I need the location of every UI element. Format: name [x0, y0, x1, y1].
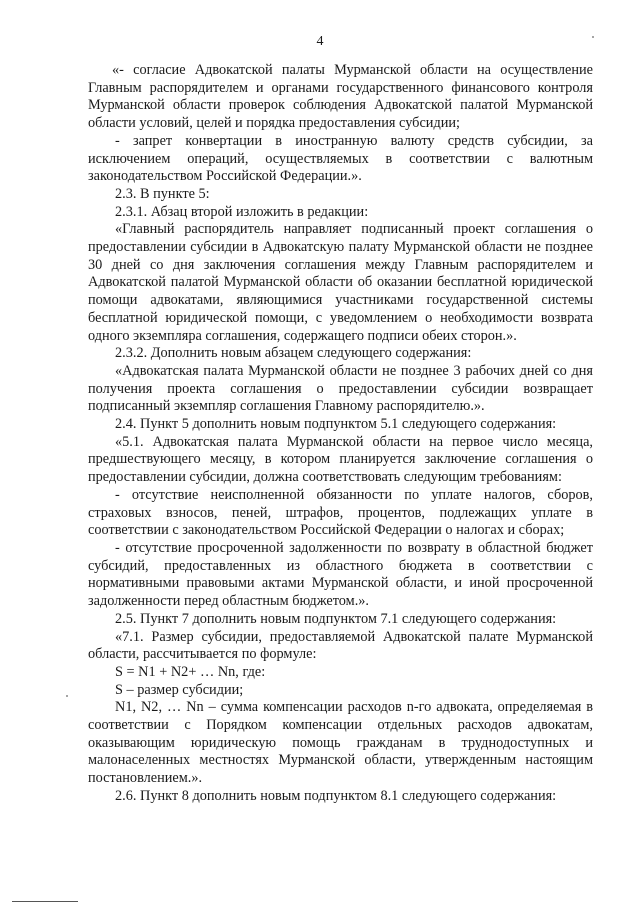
footnote-rule: [12, 901, 78, 902]
paragraph-formula: S = N1 + N2+ … Nn, где:: [115, 663, 266, 680]
paragraph-consent: «- согласие Адвокатской палаты Мурманской области на осуществление Главным распорядителем и органами государственного финансового контроля Мурманской области проверок соблюдения Адвокатской палатой Мурманской области условий, целей и порядка предоставления субсидии;: [88, 62, 593, 132]
paragraph-chamber-returns: «Адвокатская палата Мурманской области не позднее 3 рабочих дней со дня получения проекта соглашения о предоставлении субсидии возвращает подписанный экземпляр соглашения Главному распорядителю.».: [88, 362, 593, 415]
paragraph-2-3-1: 2.3.1. Абзац второй изложить в редакции:: [115, 203, 369, 220]
paragraph-2-6: 2.6. Пункт 8 дополнить новым подпунктом 8.1 следующего содержания:: [115, 787, 557, 804]
page-number: 4: [316, 34, 324, 49]
paragraph-2-4: 2.4. Пункт 5 дополнить новым подпунктом 5.1 следующего содержания:: [115, 416, 557, 433]
paragraph-no-overdue-debt: - отсутствие просроченной задолженности по возврату в областной бюджет субсидий, предоставленных из областного бюджета в соответствии с нормативными правовыми актами Мурманской области, и иной просроченной задолженности перед областным бюджетом.».: [88, 539, 593, 610]
paragraph-2-5: 2.5. Пункт 7 дополнить новым подпунктом 7.1 следующего содержания:: [115, 610, 557, 627]
scan-speck: [592, 36, 594, 38]
scan-speck: [66, 695, 68, 697]
paragraph-currency-ban: - запрет конвертации в иностранную валюту средств субсидии, за исключением операций, осуществляемых в соответствии с валютным законодательством Российской Федерации.».: [88, 132, 593, 185]
paragraph-s-definition: S – размер субсидии;: [115, 681, 244, 698]
paragraph-no-tax-debt: - отсутствие неисполненной обязанности по уплате налогов, сборов, страховых взносов, пеней, штрафов, процентов, подлежащих уплате в соответствии с законодательством Российской Федерации о налогах и сборах;: [88, 486, 593, 539]
document-body: [88, 62, 593, 806]
paragraph-2-3-2: 2.3.2. Дополнить новым абзацем следующего содержания:: [115, 345, 472, 362]
paragraph-5-1: «5.1. Адвокатская палата Мурманской области на первое число месяца, предшествующего месяцу, в котором планируется заключение соглашения о предоставлении субсидии, должна соответствовать следующим требованиям:: [88, 433, 593, 486]
paragraph-n-definition: N1, N2, … Nn – сумма компенсации расходов n-го адвоката, определяемая в соответствии с Порядком компенсации отдельных расходов адвокатам, оказывающим юридическую помощь гражданам в труднодоступных и малонаселенных местностях Мурманской области, утвержденным настоящим постановлением.».: [88, 699, 593, 787]
paragraph-2-3: 2.3. В пункте 5:: [115, 185, 210, 202]
paragraph-7-1: «7.1. Размер субсидии, предоставляемой Адвокатской палате Мурманской области, рассчитывается по формуле:: [88, 628, 593, 663]
paragraph-distributor-sends: «Главный распорядитель направляет подписанный проект соглашения о предоставлении субсидии в Адвокатскую палату Мурманской области не позднее 30 дней со дня заключения соглашения между Главным распорядителем и Адвокатской палатой Мурманской области об оказании бесплатной юридической помощи адвокатами, являющимися участниками государственной системы бесплатной юридической помощи, с уведомлением о необходимости возврата одного экземпляра соглашения, содержащего подписи обеих сторон.».: [88, 221, 593, 344]
